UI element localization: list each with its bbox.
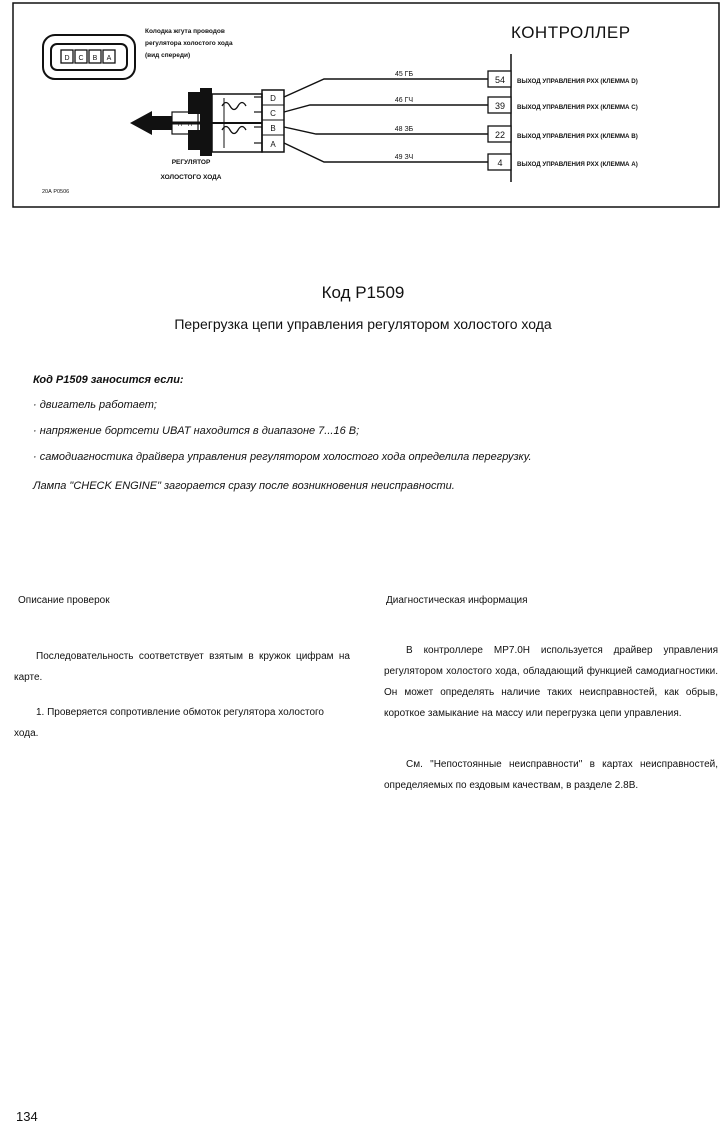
connector-caption: Колодка жгута проводов: [145, 28, 225, 35]
page-number: 134: [16, 1109, 38, 1124]
connector-pin-label: C: [78, 55, 84, 62]
checks-paragraph: Последовательность соответствует взятым в кружок цифрам на карте.: [14, 651, 350, 683]
code-title: Код Р1509: [321, 283, 405, 302]
regulator-pin-label: A: [270, 140, 276, 149]
terminal-number: 39: [494, 101, 506, 111]
controller-output-label: ВЫХОД УПРАВЛЕНИЯ РХХ (КЛЕММА А): [517, 161, 638, 168]
terminal-number: 54: [494, 75, 506, 85]
wire-label: 49 ЗЧ: [394, 154, 414, 161]
connector-front-view: [43, 35, 135, 79]
subtitle: Перегрузка цепи управления регулятором холостого хода: [174, 316, 552, 332]
figure-code: 20А Р0506: [42, 189, 70, 195]
regulator-pin-block: [254, 90, 284, 152]
terminal-number: 4: [497, 158, 503, 168]
connector-caption: регулятора холостого хода: [145, 40, 233, 47]
controller-output-label: ВЫХОД УПРАВЛЕНИЯ РХХ (КЛЕММА D): [517, 78, 638, 85]
checks-step: 1. Проверяется сопротивление обмоток регулятора холостого хода.: [14, 707, 324, 739]
regulator-pin-label: B: [270, 124, 276, 133]
condition-item: · напряжение бортсети UBAT находится в диапазоне 7...16 В;: [33, 425, 360, 437]
controller-title: КОНТРОЛЛЕР: [511, 23, 631, 42]
diagnostics-heading: Диагностическая информация: [386, 595, 528, 606]
condition-item: · самодиагностика драйвера управления регулятором холостого хода определила перегрузку.: [33, 451, 532, 463]
idle-regulator-drawing: [130, 88, 262, 156]
regulator-label: ХОЛОСТОГО ХОДА: [160, 174, 222, 181]
wiring-lines: [284, 79, 488, 162]
wiring-diagram: [12, 2, 720, 208]
regulator-pin-label: C: [270, 109, 276, 118]
svg-text:A: A: [188, 122, 193, 128]
connector-pin-label: D: [64, 55, 70, 62]
regulator-pin-label: D: [270, 94, 276, 103]
terminal-number: 22: [494, 130, 506, 140]
controller-output-label: ВЫХОД УПРАВЛЕНИЯ РХХ (КЛЕММА В): [517, 133, 638, 140]
diagnostics-paragraph: См. "Непостоянные неисправности" в картах неисправностей, определяемых по ездовым качествам, в разделе 2.8В.: [384, 759, 718, 791]
connector-caption: (вид спереди): [145, 52, 191, 59]
checks-body: [14, 646, 350, 744]
diagnostics-body: [384, 640, 718, 796]
condition-item: · двигатель работает;: [33, 399, 157, 411]
wire-label: 48 ЗБ: [394, 126, 414, 133]
diagnostics-paragraph: В контроллере МР7.0Н используется драйвер управления регулятором холостого хода, обладающий функцией самодиагностики. Он может определять наличие таких неисправностей, как обрыв, короткое замыкание на массу или перегрузка цепи управления.: [384, 645, 718, 719]
checks-heading: Описание проверок: [18, 595, 110, 606]
connector-pin-label: A: [106, 55, 112, 62]
controller-output-label: ВЫХОД УПРАВЛЕНИЯ РХХ (КЛЕММА С): [517, 104, 638, 111]
wire-label: 45 ГБ: [394, 71, 414, 78]
conditions-intro: Код Р1509 заносится если:: [33, 374, 184, 386]
lamp-note: Лампа "CHECK ENGINE" загорается сразу после возникновения неисправности.: [33, 480, 455, 492]
svg-text:A: A: [178, 122, 183, 128]
wire-label: 46 ГЧ: [394, 97, 414, 104]
connector-pin-label: B: [92, 55, 98, 62]
regulator-label: РЕГУЛЯТОР: [171, 159, 211, 166]
